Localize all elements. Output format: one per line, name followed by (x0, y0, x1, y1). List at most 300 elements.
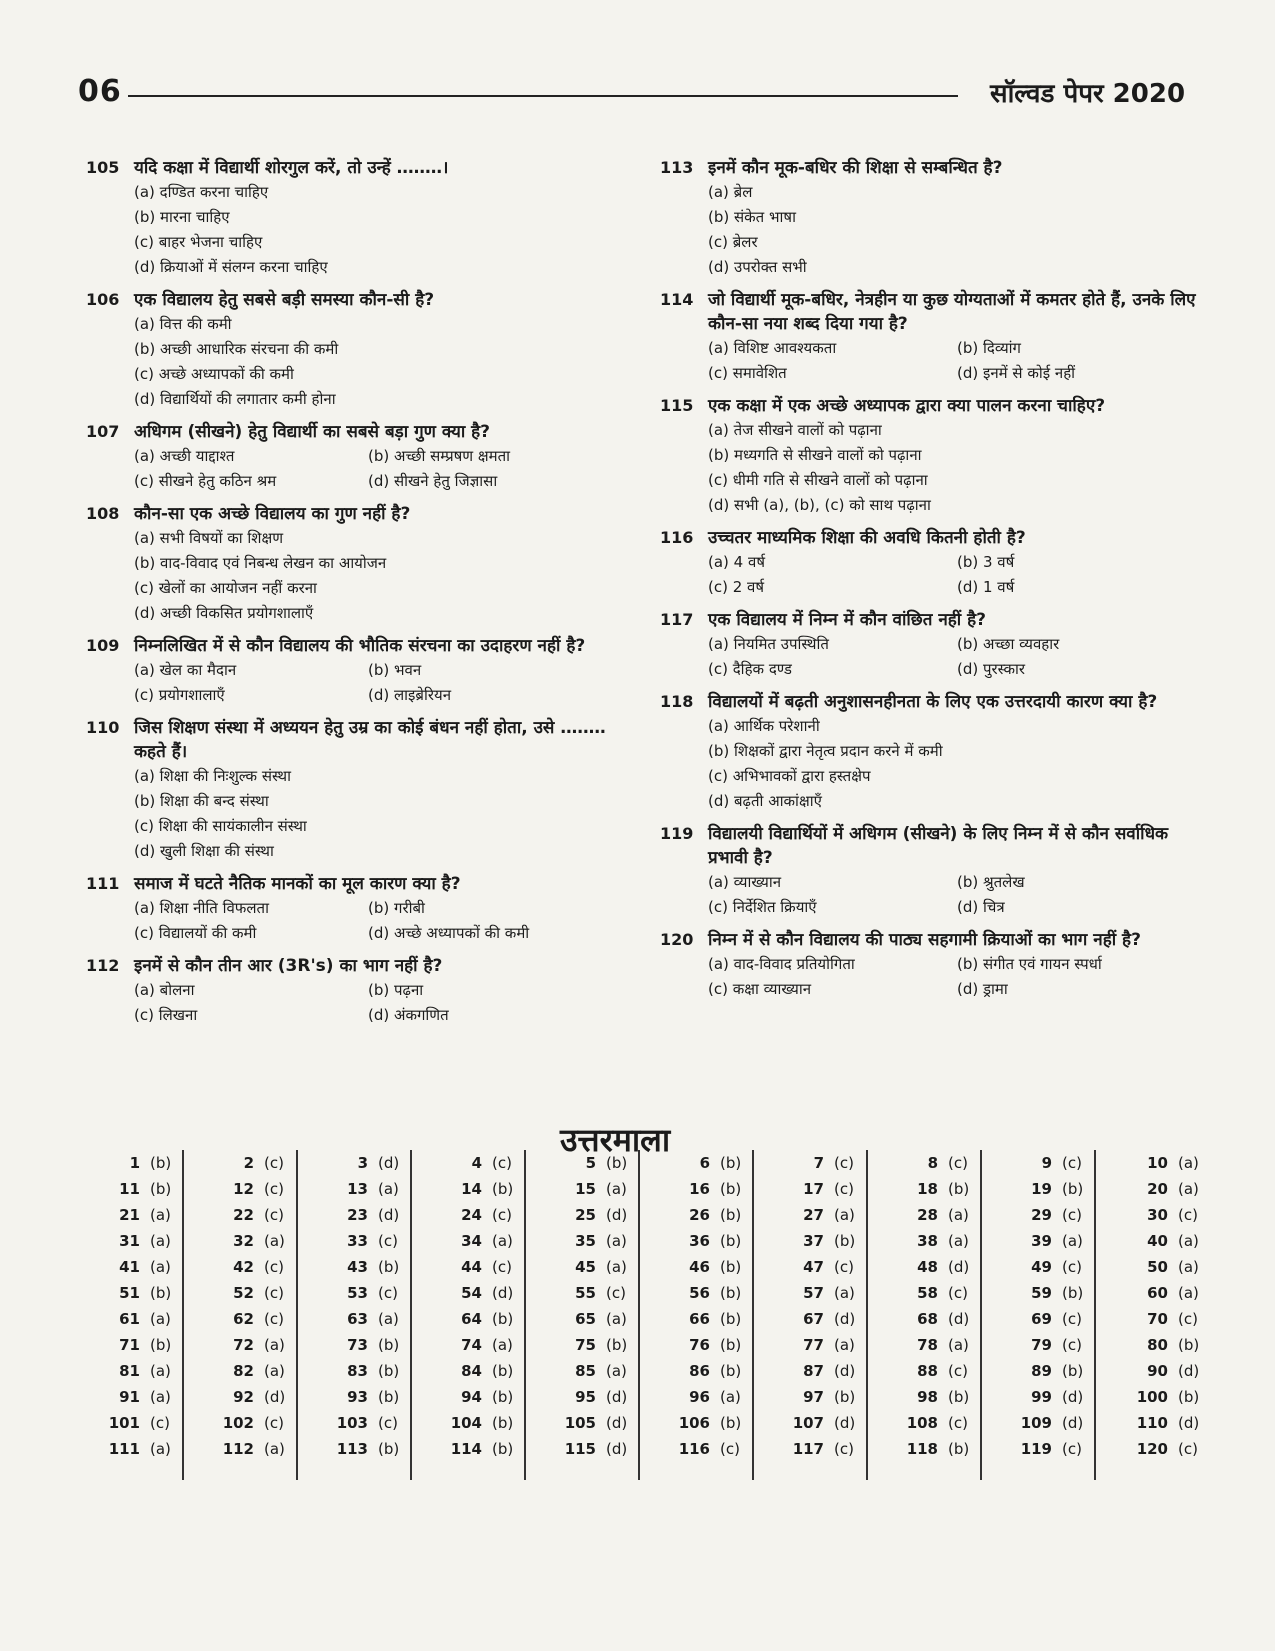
question-text: यदि कक्षा में विद्यार्थी शोरगुल करें, तो उन्हें ‥‥‥‥। (134, 158, 449, 178)
answer-value: (c) (492, 1258, 512, 1276)
option-item: (d) खुली शिक्षा की संस्था (134, 842, 274, 860)
question-block (660, 526, 1200, 600)
answer-item (70, 1332, 176, 1358)
answer-item (1096, 1150, 1204, 1176)
option-item: (c) बाहर भेजना चाहिए (134, 233, 263, 251)
answer-value: (b) (720, 1362, 742, 1380)
answer-value: (c) (264, 1258, 284, 1276)
option-item: (d) चित्र (957, 898, 1005, 916)
answer-number: 109 (1020, 1414, 1052, 1432)
answer-number: 3 (357, 1154, 368, 1172)
options-list (708, 952, 1200, 1002)
question-block (86, 288, 606, 412)
answer-value: (d) (606, 1388, 628, 1406)
answer-value: (d) (1062, 1414, 1084, 1432)
answer-item (1096, 1202, 1204, 1228)
answer-number: 85 (575, 1362, 596, 1380)
answer-number: 5 (585, 1154, 596, 1172)
answer-item (184, 1202, 290, 1228)
answer-item (754, 1436, 860, 1462)
question-text: निम्नलिखित में से कौन विद्यालय की भौतिक संरचना का उदाहरण नहीं है? (134, 636, 586, 656)
answer-value: (a) (606, 1310, 627, 1328)
question-block (660, 822, 1200, 920)
answer-number: 74 (461, 1336, 482, 1354)
answer-value: (b) (720, 1180, 742, 1198)
answer-number: 51 (119, 1284, 140, 1302)
option-item: (b) 3 वर्ष (957, 553, 1015, 571)
answer-item (982, 1436, 1088, 1462)
answer-number: 65 (575, 1310, 596, 1328)
answer-number: 118 (906, 1440, 938, 1458)
answer-value: (a) (834, 1284, 855, 1302)
answer-value: (d) (492, 1284, 514, 1302)
question-text: इनमें कौन मूक-बधिर की शिक्षा से सम्बन्धित है? (708, 158, 1003, 178)
question-row (660, 156, 1200, 180)
answer-value: (d) (378, 1154, 400, 1172)
question-row (660, 394, 1200, 418)
answer-value: (c) (264, 1284, 284, 1302)
answer-item (298, 1202, 404, 1228)
answer-item (640, 1280, 746, 1306)
answer-item (526, 1202, 632, 1228)
answer-number: 110 (1136, 1414, 1168, 1432)
answer-item (526, 1254, 632, 1280)
options-list (708, 714, 1200, 814)
question-block (86, 502, 606, 626)
answer-item (526, 1332, 632, 1358)
answer-number: 115 (564, 1440, 596, 1458)
question-row (660, 690, 1200, 714)
answer-number: 76 (689, 1336, 710, 1354)
answer-number: 95 (575, 1388, 596, 1406)
answer-number: 81 (119, 1362, 140, 1380)
option-item: (a) विशिष्ट आवश्यकता (708, 339, 837, 357)
option-item: (a) वित्त की कमी (134, 315, 232, 333)
answer-value: (b) (492, 1362, 514, 1380)
page-number: 06 (78, 74, 122, 109)
answer-number: 57 (803, 1284, 824, 1302)
answer-value: (b) (948, 1388, 970, 1406)
answer-number: 2 (243, 1154, 254, 1172)
answer-item (640, 1202, 746, 1228)
option-item: (d) अच्छे अध्यापकों की कमी (368, 924, 530, 942)
answer-item (868, 1306, 974, 1332)
answer-item (412, 1228, 518, 1254)
answer-item (70, 1228, 176, 1254)
answer-column (982, 1150, 1096, 1480)
question-number: 109 (86, 636, 120, 655)
answer-value: (b) (834, 1388, 856, 1406)
answer-value: (d) (1178, 1414, 1200, 1432)
answer-value: (a) (150, 1440, 171, 1458)
answer-item (526, 1228, 632, 1254)
answer-item (868, 1410, 974, 1436)
answer-value: (c) (1178, 1206, 1198, 1224)
answer-number: 15 (575, 1180, 596, 1198)
question-row (660, 288, 1200, 336)
answer-item (640, 1150, 746, 1176)
answer-value: (b) (948, 1440, 970, 1458)
answer-item (1096, 1332, 1204, 1358)
answer-number: 97 (803, 1388, 824, 1406)
option-item: (a) शिक्षा की निःशुल्क संस्था (134, 767, 291, 785)
question-block (660, 690, 1200, 814)
answer-number: 30 (1147, 1206, 1168, 1224)
answer-key-title: उत्तरमाला (560, 1121, 671, 1159)
option-item: (b) दिव्यांग (957, 339, 1022, 357)
question-text: जिस शिक्षण संस्था में अध्ययन हेतु उम्र का कोई बंधन नहीं होता, उसे ‥‥‥‥ कहते हैं। (134, 718, 606, 762)
question-number: 120 (660, 930, 694, 949)
answer-item (754, 1332, 860, 1358)
answer-number: 36 (689, 1232, 710, 1250)
answer-number: 48 (917, 1258, 938, 1276)
answer-item (526, 1384, 632, 1410)
answer-item (526, 1280, 632, 1306)
answer-item (526, 1176, 632, 1202)
answer-number: 84 (461, 1362, 482, 1380)
answer-number: 107 (792, 1414, 824, 1432)
question-text: विद्यालयों में बढ़ती अनुशासनहीनता के लिए एक उत्तरदायी कारण क्या है? (708, 692, 1158, 712)
answer-number: 80 (1147, 1336, 1168, 1354)
answer-number: 93 (347, 1388, 368, 1406)
question-row (86, 156, 606, 180)
answer-item (640, 1436, 746, 1462)
answer-item (412, 1280, 518, 1306)
answer-item (70, 1254, 176, 1280)
answer-number: 27 (803, 1206, 824, 1224)
question-row (660, 526, 1200, 550)
answer-value: (a) (150, 1362, 171, 1380)
answer-value: (a) (834, 1206, 855, 1224)
answer-value: (a) (264, 1232, 285, 1250)
answer-value: (a) (606, 1180, 627, 1198)
answer-item (640, 1410, 746, 1436)
answer-value: (a) (948, 1206, 969, 1224)
question-number: 113 (660, 158, 694, 177)
question-row (86, 634, 606, 658)
answer-item (982, 1150, 1088, 1176)
answer-number: 106 (678, 1414, 710, 1432)
option-item: (a) 4 वर्ष (708, 553, 765, 571)
answer-item (70, 1436, 176, 1462)
option-item: (b) मारना चाहिए (134, 208, 230, 226)
answer-value: (b) (1062, 1180, 1084, 1198)
question-block (86, 634, 606, 708)
answer-value: (b) (378, 1336, 400, 1354)
options-list (708, 180, 1200, 280)
option-item: (b) पढ़ना (368, 981, 424, 999)
answer-number: 11 (119, 1180, 140, 1198)
answer-value: (a) (378, 1180, 399, 1198)
answer-item (868, 1176, 974, 1202)
answer-number: 54 (461, 1284, 482, 1302)
answer-number: 82 (233, 1362, 254, 1380)
answer-number: 90 (1147, 1362, 1168, 1380)
answer-item (868, 1150, 974, 1176)
answer-number: 102 (222, 1414, 254, 1432)
option-item: (a) आर्थिक परेशानी (708, 717, 820, 735)
answer-value: (b) (150, 1180, 172, 1198)
option-item: (c) ब्रेलर (708, 233, 758, 251)
answer-item (70, 1280, 176, 1306)
answer-number: 75 (575, 1336, 596, 1354)
answer-number: 70 (1147, 1310, 1168, 1328)
answer-value: (c) (378, 1414, 398, 1432)
answer-value: (b) (492, 1180, 514, 1198)
answer-item (1096, 1254, 1204, 1280)
option-item: (b) गरीबी (368, 899, 425, 917)
answer-number: 24 (461, 1206, 482, 1224)
answer-number: 29 (1031, 1206, 1052, 1224)
answer-item (526, 1410, 632, 1436)
answer-item (298, 1410, 404, 1436)
answer-item (412, 1332, 518, 1358)
answer-item (526, 1306, 632, 1332)
answer-value: (d) (834, 1310, 856, 1328)
answer-number: 68 (917, 1310, 938, 1328)
option-item: (a) व्याख्यान (708, 873, 782, 891)
answer-number: 39 (1031, 1232, 1052, 1250)
answer-number: 42 (233, 1258, 254, 1276)
option-item: (a) वाद-विवाद प्रतियोगिता (708, 955, 855, 973)
option-item: (a) अच्छी याद्दाश्त (134, 447, 235, 465)
answer-value: (d) (378, 1206, 400, 1224)
answer-item (868, 1202, 974, 1228)
answer-value: (a) (492, 1336, 513, 1354)
answer-item (184, 1228, 290, 1254)
answer-value: (b) (720, 1414, 742, 1432)
answer-number: 44 (461, 1258, 482, 1276)
answer-key-grid (70, 1150, 1210, 1480)
answer-value: (b) (720, 1206, 742, 1224)
answer-item (412, 1384, 518, 1410)
answer-number: 96 (689, 1388, 710, 1406)
answer-item (184, 1254, 290, 1280)
answer-number: 72 (233, 1336, 254, 1354)
question-number: 112 (86, 956, 120, 975)
option-item: (b) अच्छी आधारिक संरचना की कमी (134, 340, 339, 358)
option-item: (b) वाद-विवाद एवं निबन्ध लेखन का आयोजन (134, 554, 387, 572)
options-list (134, 312, 606, 412)
answer-value: (b) (1178, 1388, 1200, 1406)
answer-column (298, 1150, 412, 1480)
answer-value: (c) (948, 1414, 968, 1432)
options-list (708, 550, 1200, 600)
answer-item (982, 1410, 1088, 1436)
option-item: (c) विद्यालयों की कमी (134, 924, 257, 942)
answer-number: 113 (336, 1440, 368, 1458)
answer-item (982, 1176, 1088, 1202)
option-item: (c) धीमी गति से सीखने वालों को पढ़ाना (708, 471, 928, 489)
answer-value: (b) (150, 1336, 172, 1354)
answer-item (412, 1254, 518, 1280)
answer-number: 108 (906, 1414, 938, 1432)
answer-value: (b) (720, 1284, 742, 1302)
question-text: विद्यालयी विद्यार्थियों में अधिगम (सीखने) के लिए निम्न में से कौन सर्वाधिक प्रभावी है? (708, 824, 1169, 868)
option-item: (c) दैहिक दण्ड (708, 660, 792, 678)
option-item: (c) खेलों का आयोजन नहीं करना (134, 579, 317, 597)
answer-item (868, 1332, 974, 1358)
option-item: (a) खेल का मैदान (134, 661, 237, 679)
answer-item (70, 1410, 176, 1436)
answer-item (1096, 1280, 1204, 1306)
answer-value: (c) (492, 1154, 512, 1172)
option-item: (d) 1 वर्ष (957, 578, 1015, 596)
answer-value: (a) (1178, 1180, 1199, 1198)
answer-value: (b) (720, 1154, 742, 1172)
answer-number: 38 (917, 1232, 938, 1250)
answer-value: (c) (606, 1284, 626, 1302)
answer-number: 67 (803, 1310, 824, 1328)
answer-item (184, 1280, 290, 1306)
answer-number: 33 (347, 1232, 368, 1250)
answer-number: 13 (347, 1180, 368, 1198)
answer-item (754, 1228, 860, 1254)
answer-value: (d) (264, 1388, 286, 1406)
answer-value: (b) (834, 1232, 856, 1250)
answer-value: (b) (948, 1180, 970, 1198)
question-row (86, 288, 606, 312)
option-item: (c) अभिभावकों द्वारा हस्तक्षेप (708, 767, 871, 785)
answer-number: 100 (1136, 1388, 1168, 1406)
option-item: (d) क्रियाओं में संलग्न करना चाहिए (134, 258, 328, 276)
answer-value: (a) (492, 1232, 513, 1250)
answer-number: 60 (1147, 1284, 1168, 1302)
option-item: (c) कक्षा व्याख्यान (708, 980, 812, 998)
answer-value: (a) (1178, 1258, 1199, 1276)
question-text: उच्चतर माध्यमिक शिक्षा की अवधि कितनी होती है? (708, 528, 1026, 548)
answer-item (640, 1358, 746, 1384)
answer-item (640, 1254, 746, 1280)
answer-item (298, 1384, 404, 1410)
option-item: (a) शिक्षा नीति विफलता (134, 899, 269, 917)
answer-value: (b) (150, 1154, 172, 1172)
answer-number: 105 (564, 1414, 596, 1432)
option-item: (c) निर्देशित क्रियाएँ (708, 898, 817, 916)
option-item: (b) संगीत एवं गायन स्पर्धा (957, 955, 1102, 973)
answer-value: (b) (492, 1414, 514, 1432)
answer-item (70, 1306, 176, 1332)
option-item: (d) विद्यार्थियों की लगातार कमी होना (134, 390, 336, 408)
question-number: 110 (86, 718, 120, 737)
answer-number: 52 (233, 1284, 254, 1302)
question-block (660, 156, 1200, 280)
answer-number: 56 (689, 1284, 710, 1302)
question-text: निम्न में से कौन विद्यालय की पाठ्य सहगामी क्रियाओं का भाग नहीं है? (708, 930, 1141, 950)
answer-item (412, 1150, 518, 1176)
answer-value: (b) (1062, 1284, 1084, 1302)
answer-number: 49 (1031, 1258, 1052, 1276)
answer-value: (d) (834, 1362, 856, 1380)
answer-number: 103 (336, 1414, 368, 1432)
answer-item (70, 1384, 176, 1410)
answer-item (1096, 1410, 1204, 1436)
answer-number: 32 (233, 1232, 254, 1250)
answer-number: 37 (803, 1232, 824, 1250)
answer-value: (d) (606, 1414, 628, 1432)
answer-item (1096, 1228, 1204, 1254)
answer-number: 17 (803, 1180, 824, 1198)
answer-item (298, 1332, 404, 1358)
question-number: 107 (86, 422, 120, 441)
answer-value: (a) (378, 1310, 399, 1328)
answer-value: (c) (264, 1414, 284, 1432)
answer-item (298, 1150, 404, 1176)
answer-item (526, 1436, 632, 1462)
answer-number: 26 (689, 1206, 710, 1224)
question-number: 118 (660, 692, 694, 711)
answer-value: (c) (1062, 1440, 1082, 1458)
options-list (708, 870, 1200, 920)
answer-item (526, 1150, 632, 1176)
answer-number: 79 (1031, 1336, 1052, 1354)
answer-value: (c) (1062, 1206, 1082, 1224)
answer-value: (c) (948, 1284, 968, 1302)
answer-value: (c) (1062, 1154, 1082, 1172)
option-item: (a) ब्रेल (708, 183, 753, 201)
answer-item (868, 1384, 974, 1410)
answer-number: 87 (803, 1362, 824, 1380)
answer-number: 92 (233, 1388, 254, 1406)
answer-number: 66 (689, 1310, 710, 1328)
answer-value: (a) (606, 1362, 627, 1380)
answer-value: (b) (606, 1336, 628, 1354)
option-item: (a) नियमित उपस्थिति (708, 635, 829, 653)
option-item: (b) शिक्षकों द्वारा नेतृत्व प्रदान करने में कमी (708, 742, 943, 760)
question-row (660, 608, 1200, 632)
option-item: (a) तेज सीखने वालों को पढ़ाना (708, 421, 882, 439)
answer-item (754, 1254, 860, 1280)
answer-value: (d) (606, 1440, 628, 1458)
answer-value: (b) (378, 1440, 400, 1458)
answer-value: (c) (264, 1206, 284, 1224)
options-list (134, 658, 606, 708)
question-number: 105 (86, 158, 120, 177)
answer-number: 59 (1031, 1284, 1052, 1302)
answer-value: (c) (834, 1258, 854, 1276)
question-row (660, 928, 1200, 952)
option-item: (d) उपरोक्त सभी (708, 258, 807, 276)
option-item: (d) सीखने हेतु जिज्ञासा (368, 472, 498, 490)
answer-value: (b) (378, 1388, 400, 1406)
answer-item (1096, 1358, 1204, 1384)
question-block (86, 420, 606, 494)
answer-number: 20 (1147, 1180, 1168, 1198)
answer-number: 114 (450, 1440, 482, 1458)
answer-item (184, 1150, 290, 1176)
answer-item (298, 1280, 404, 1306)
questions-left-column (86, 156, 606, 1036)
answer-number: 25 (575, 1206, 596, 1224)
answer-item (982, 1228, 1088, 1254)
answer-value: (d) (948, 1310, 970, 1328)
answer-value: (c) (1062, 1310, 1082, 1328)
answer-value: (c) (264, 1154, 284, 1172)
question-text: जो विद्यार्थी मूक-बधिर, नेत्रहीन या कुछ योग्यताओं में कमतर होते हैं, उनके लिए कौन-सा नया शब्द दिया गया है? (708, 290, 1196, 334)
answer-number: 19 (1031, 1180, 1052, 1198)
answer-item (298, 1358, 404, 1384)
answer-column (184, 1150, 298, 1480)
answer-item (412, 1410, 518, 1436)
question-number: 115 (660, 396, 694, 415)
answer-value: (b) (378, 1362, 400, 1380)
answer-number: 111 (108, 1440, 140, 1458)
answer-value: (a) (264, 1336, 285, 1354)
question-number: 117 (660, 610, 694, 629)
answer-value: (d) (606, 1206, 628, 1224)
answer-number: 14 (461, 1180, 482, 1198)
answer-number: 34 (461, 1232, 482, 1250)
